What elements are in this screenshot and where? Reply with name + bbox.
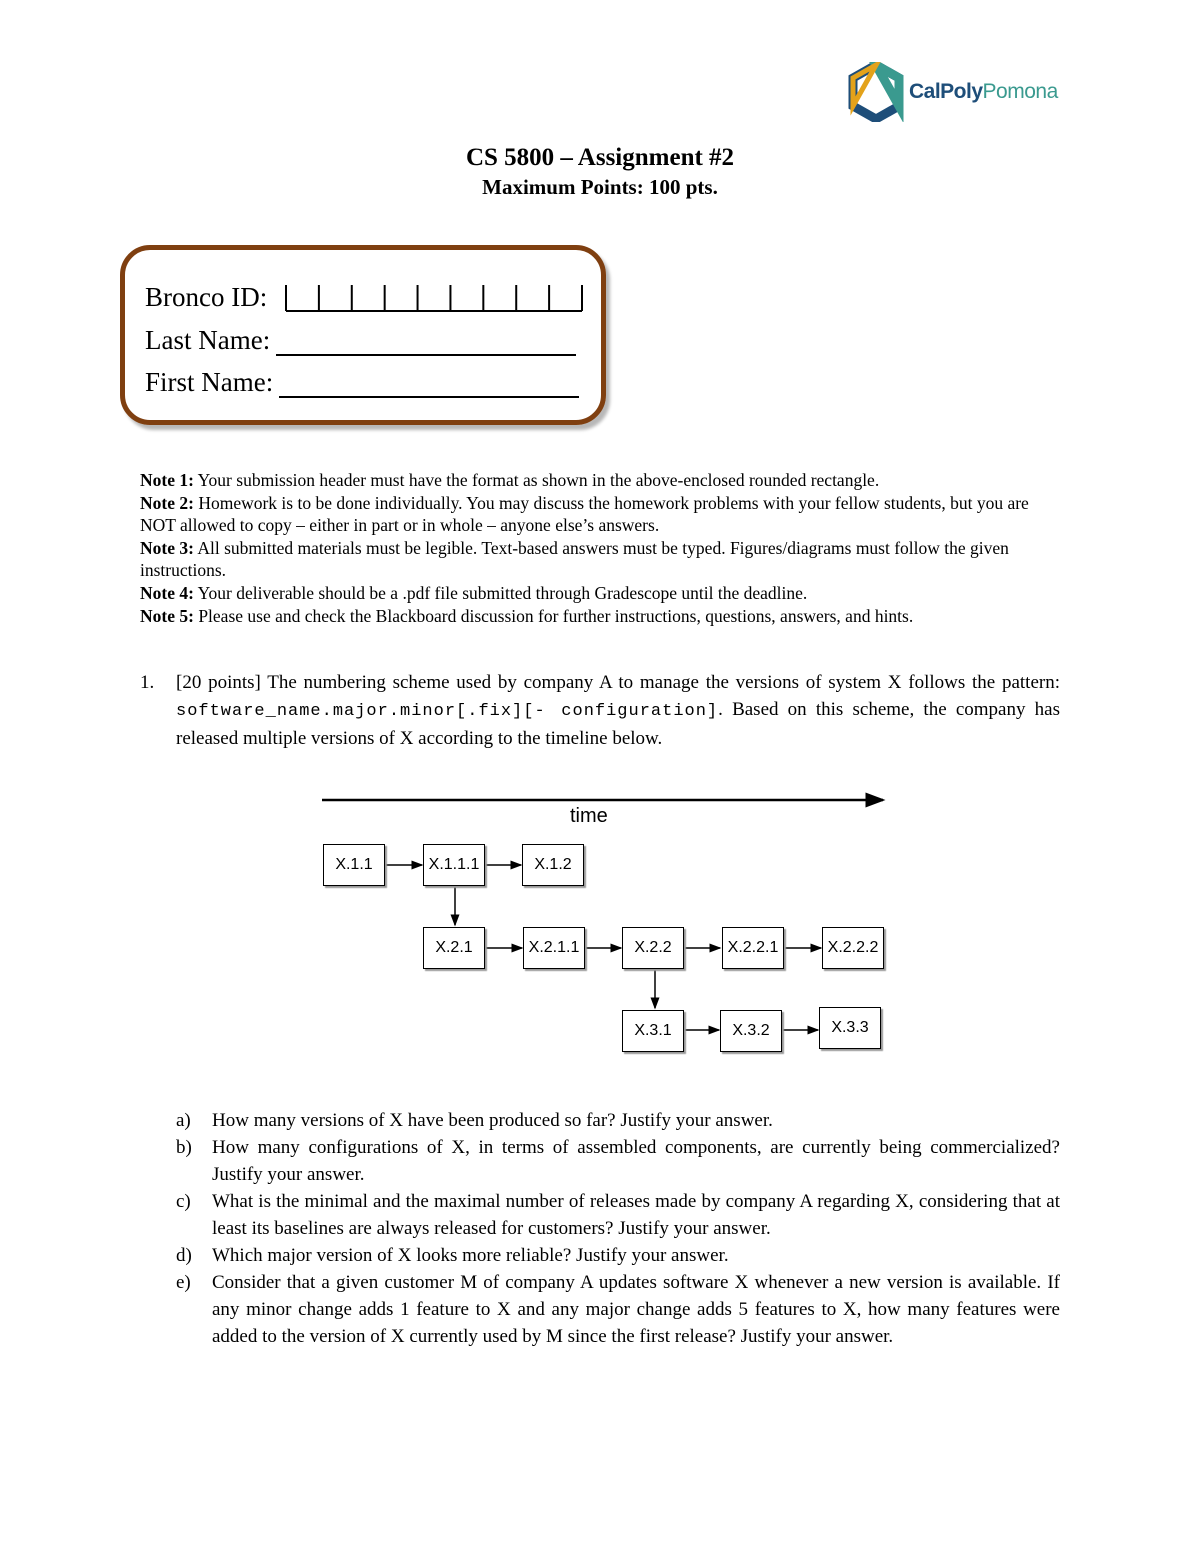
subquestion-text: Consider that a given customer M of company A updates software X whenever a new version is available. If any minor change adds 1 feature to X and any major change adds 5 features to X, how many features were added to the version of X currently used by M since the first release? Justify your answer. xyxy=(212,1272,1060,1347)
subquestion-a xyxy=(176,1107,1060,1134)
question-number: 1. xyxy=(140,672,155,693)
version-node-x-2-2-1: X.2.2.1 xyxy=(722,927,784,969)
subquestion-text: Which major version of X looks more reliable? Justify your answer. xyxy=(212,1245,729,1266)
note-label: Note 3: xyxy=(140,537,194,558)
note-3 xyxy=(140,537,1062,582)
logo-text xyxy=(909,80,1058,104)
note-text: All submitted materials must be legible. Text-based answers must be typed. Figures/diagrams must follow the given instructions. xyxy=(140,537,1009,581)
note-text: Your deliverable should be a .pdf file submitted through Gradescope until the deadline. xyxy=(197,582,808,603)
version-timeline-diagram xyxy=(300,785,900,1065)
logo-calpoly-text: CalPoly xyxy=(909,80,983,103)
version-node-x-2-2-2: X.2.2.2 xyxy=(822,927,884,969)
note-text: Your submission header must have the format as shown in the above-enclosed rounded rectangle. xyxy=(197,470,880,490)
calpoly-pomona-logo xyxy=(846,62,1066,124)
version-node-x-2-2: X.2.2 xyxy=(622,927,684,969)
subquestion-label: d) xyxy=(176,1245,192,1266)
version-node-x-1-1-1: X.1.1.1 xyxy=(423,844,485,886)
subquestion-text: How many configurations of X, in terms of assembled components, are currently being commercialized? Justify your answer. xyxy=(212,1137,1060,1185)
version-node-x-3-3: X.3.3 xyxy=(819,1007,881,1049)
subquestions-list xyxy=(176,1107,1060,1350)
subquestion-label: b) xyxy=(176,1137,192,1158)
note-1 xyxy=(140,469,1062,492)
subquestion-label: a) xyxy=(176,1110,191,1131)
first-name-field[interactable] xyxy=(279,374,579,398)
question-outro: . Based on this scheme, the company has released multiple versions of X according to the timeline below. xyxy=(176,699,1060,749)
logo-pomona-text: Pomona xyxy=(982,80,1058,103)
assignment-title: CS 5800 – Assignment #2 xyxy=(465,144,735,171)
note-4 xyxy=(140,582,1062,605)
question-text xyxy=(176,669,1060,752)
version-node-x-1-1: X.1.1 xyxy=(323,844,385,886)
bronco-id-line xyxy=(145,282,584,313)
last-name-field[interactable] xyxy=(276,332,576,356)
notes-section xyxy=(140,469,1062,627)
subquestion-b xyxy=(176,1134,1060,1188)
note-text: Homework is to be done individually. You may discuss the homework problems with your fellow students, but you are NOT allowed to copy – either in part or in whole – anyone else’s answers. xyxy=(140,492,1029,536)
bronco-id-boxes xyxy=(284,283,584,313)
question-intro: [20 points] The numbering scheme used by company A to manage the versions of system X follows the pattern: xyxy=(176,672,1060,693)
max-points: Maximum Points: 100 pts. xyxy=(482,175,718,199)
subquestion-label: c) xyxy=(176,1191,191,1212)
version-pattern: software_name.major.minor[.fix][- configuration] xyxy=(176,702,719,721)
note-label: Note 1: xyxy=(140,470,194,490)
version-node-x-2-1-1: X.2.1.1 xyxy=(523,927,585,969)
last-name-label: Last Name: xyxy=(145,325,271,355)
note-5 xyxy=(140,605,1062,628)
bronco-id-label: Bronco ID: xyxy=(145,282,268,312)
first-name-line xyxy=(145,367,579,398)
version-node-x-2-1: X.2.1 xyxy=(423,927,485,969)
note-2 xyxy=(140,492,1062,537)
note-label: Note 4: xyxy=(140,582,194,603)
note-label: Note 5: xyxy=(140,605,194,626)
submission-header-box xyxy=(120,245,606,425)
version-node-x-3-1: X.3.1 xyxy=(622,1010,684,1052)
calpoly-hexagon-icon xyxy=(846,62,906,122)
subquestion-e xyxy=(176,1269,1060,1350)
subquestion-label: e) xyxy=(176,1272,191,1293)
subquestion-c xyxy=(176,1188,1060,1242)
version-node-x-3-2: X.3.2 xyxy=(720,1010,782,1052)
last-name-line xyxy=(145,325,576,356)
time-label: time xyxy=(570,805,608,827)
subquestion-text: What is the minimal and the maximal number of releases made by company A regarding X, considering that at least its baselines are always released for customers? Justify your answer. xyxy=(212,1191,1060,1239)
version-node-x-1-2: X.1.2 xyxy=(522,844,584,886)
subquestion-d xyxy=(176,1242,1060,1269)
note-text: Please use and check the Blackboard discussion for further instructions, questions, answers, and hints. xyxy=(198,605,914,626)
first-name-label: First Name: xyxy=(145,367,274,397)
note-label: Note 2: xyxy=(140,492,194,513)
bronco-id-field[interactable] xyxy=(284,283,584,313)
subquestion-text: How many versions of X have been produced so far? Justify your answer. xyxy=(212,1110,773,1131)
